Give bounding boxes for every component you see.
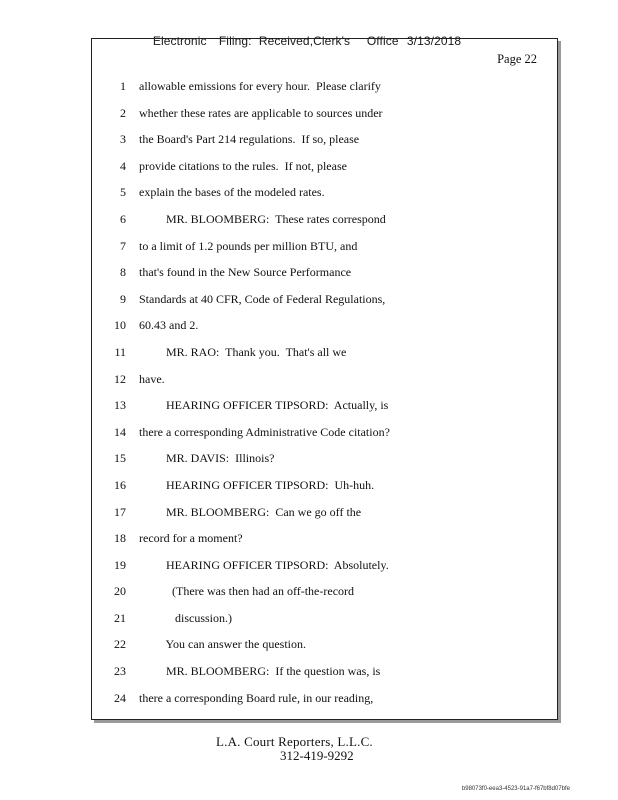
line-number: 16 [114,477,126,492]
transcript-line: allowable emissions for every hour. Please clarify [139,79,381,93]
line-number-column [92,73,126,711]
line-number: 5 [120,185,126,200]
filing-stamp-date: 3/13/2018 [406,34,462,48]
line-number: 9 [120,291,126,306]
transcript-line: HEARING OFFICER TIPSORD: Uh-huh. [139,477,375,492]
transcript-line: explain the bases of the modeled rates. [139,185,325,200]
line-number: 15 [114,451,126,466]
line-number: 23 [114,664,126,679]
transcript-page [91,38,558,720]
line-number: 6 [120,211,126,226]
line-number: 14 [114,424,126,439]
transcript-line: have. [139,371,165,386]
line-number: 18 [114,531,126,546]
line-number: 10 [114,318,126,333]
transcript-line: (There was then had an off-the-record [139,584,355,599]
filing-stamp-filing: Filing: [218,34,252,48]
line-number: 11 [114,344,126,359]
transcript-line: You can answer the question. [139,637,306,652]
transcript-text-column [139,73,549,711]
court-reporter-phone: 312-419-9292 [280,748,354,763]
line-number: 7 [120,238,126,253]
transcript-line: the Board's Part 214 regulations. If so, please [139,132,360,147]
line-number: 3 [120,132,126,147]
page-number: Page 22 [497,52,537,66]
line-number: 2 [120,105,126,120]
line-number: 17 [114,504,126,519]
transcript-line: HEARING OFFICER TIPSORD: Absolutely. [139,557,389,572]
transcript-line: discussion.) [139,610,232,625]
transcript-line: HEARING OFFICER TIPSORD: Actually, is [139,398,389,413]
transcript-line: there a corresponding Administrative Code citation? [139,424,390,439]
transcript-line: MR. DAVIS: Illinois? [139,451,275,466]
line-number: 20 [114,584,126,599]
transcript-line: that's found in the New Source Performance [139,265,352,280]
transcript-line: provide citations to the rules. If not, please [139,158,347,173]
transcript-line: MR. BLOOMBERG: These rates correspond [139,211,386,226]
filing-stamp-office: Office [366,34,399,48]
line-number: 22 [114,637,126,652]
filing-stamp-electronic: Electronic [152,34,207,48]
transcript-line: Standards at 40 CFR, Code of Federal Regulations, [139,291,386,306]
transcript-line: MR. RAO: Thank you. That's all we [139,344,347,359]
line-number: 24 [114,690,126,705]
transcript-line: record for a moment? [139,531,243,546]
transcript-line: there a corresponding Board rule, in our reading, [139,690,374,705]
line-number: 21 [114,610,126,625]
line-number: 4 [120,158,126,173]
line-number: 19 [114,557,126,572]
line-number: 8 [120,265,126,280]
line-number: 1 [120,79,126,93]
transcript-line: 60.43 and 2. [139,318,199,333]
document-id-code: b98073f0-eea3-4523-91a7-f67bf8d07bfe [461,786,570,792]
filing-stamp-received: Received,Clerk's [258,34,351,48]
transcript-line: MR. BLOOMBERG: Can we go off the [139,504,362,519]
transcript-line: whether these rates are applicable to sources under [139,105,383,120]
court-reporter-name: L.A. Court Reporters, L.L.C. [216,734,373,749]
line-number: 12 [114,371,126,386]
transcript-line: MR. BLOOMBERG: If the question was, is [139,664,381,679]
transcript-line: to a limit of 1.2 pounds per million BTU, and [139,238,358,253]
line-number: 13 [114,398,126,413]
